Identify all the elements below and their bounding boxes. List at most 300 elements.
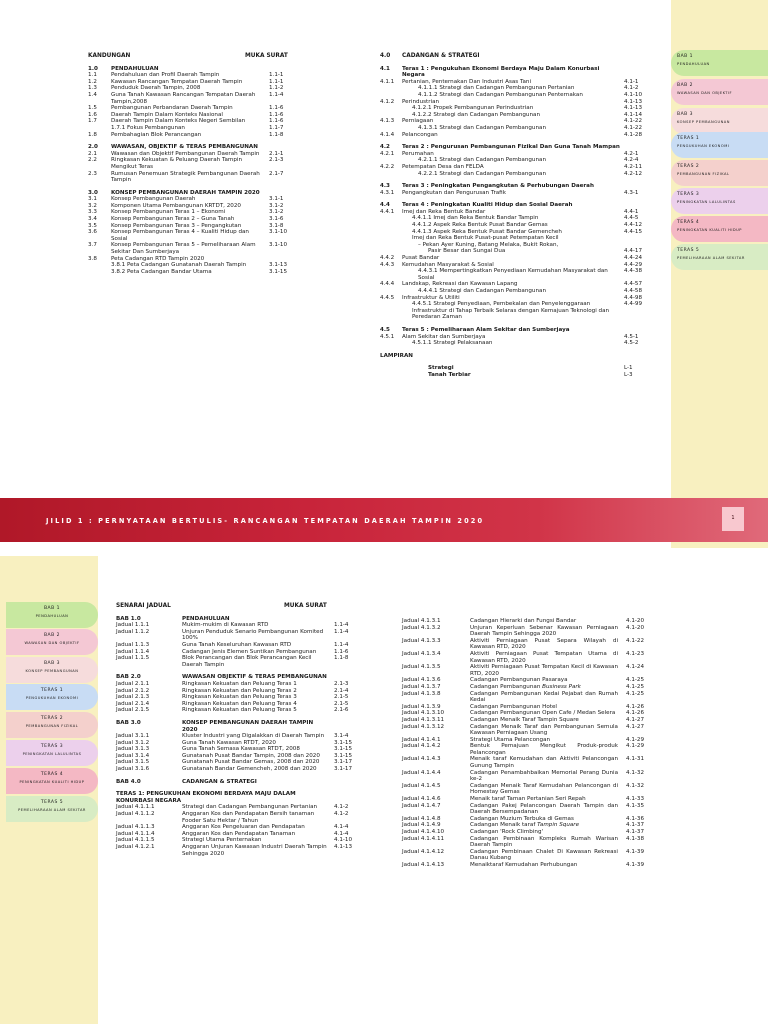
entry-page: 1.1-6 <box>269 111 284 118</box>
entry-page: 3.1-15 <box>269 268 288 275</box>
section-heading-row[interactable] <box>380 372 650 379</box>
toc-entry-row[interactable] <box>116 688 360 695</box>
entry-number: Jadual 4.1.3.8 <box>402 690 441 697</box>
entry-page: 4.4-24 <box>624 255 643 262</box>
entry-page: 3.1-15 <box>334 752 353 759</box>
entry-title: 3.8.1 Peta Cadangan Gunatanah Daerah Tampin <box>111 262 247 269</box>
entry-page: 4.1-32 <box>626 769 645 776</box>
entry-number: 2.3 <box>88 170 97 177</box>
tab-label: BAB 1 <box>43 606 61 611</box>
entry-title: 4.4.3.1 Mempertingkatkan Penyediaan Kemudahan Masyarakat dan Sosial <box>418 268 608 281</box>
toc-entry-row[interactable] <box>380 215 650 222</box>
entry-number: Jadual 2.1.5 <box>116 707 150 714</box>
toc-entry-row[interactable] <box>88 216 293 223</box>
entry-number: Jadual 1.1.4 <box>116 648 150 655</box>
toc-entry-row[interactable] <box>380 132 650 139</box>
toc-entry-row[interactable] <box>88 85 293 92</box>
toc-entry-row[interactable] <box>88 242 293 255</box>
toc-entry-row[interactable] <box>402 770 652 783</box>
entry-page: 4.1-28 <box>624 131 643 138</box>
entry-title: KONSEP PEMBANGUNAN DAERAH TAMPIN 2020 <box>111 189 260 196</box>
entry-number: 2.0 <box>88 144 98 151</box>
toc-entry-row[interactable] <box>402 651 652 664</box>
toc-entry-row[interactable] <box>402 677 652 684</box>
tab-sublabel: WAWASAN DAN OBJEKTIF <box>677 91 733 95</box>
section-heading-row[interactable] <box>88 66 293 73</box>
entry-number: Jadual 4.1.4.6 <box>402 796 441 803</box>
toc-entry-row[interactable] <box>88 151 293 158</box>
chapter-tab[interactable] <box>6 657 98 683</box>
toc-entry-row[interactable] <box>380 295 650 302</box>
entry-number: Jadual 4.1.1.4 <box>116 830 155 837</box>
entry-title: Konsep Pembangunan Teras 1 – Ekonomi <box>111 209 226 216</box>
toc-entry-row[interactable] <box>88 262 293 269</box>
toc-entry-row[interactable] <box>402 816 652 823</box>
entry-number: 3.5 <box>88 222 97 229</box>
entry-page: 3.1-2 <box>269 209 284 216</box>
entry-page: L-3 <box>624 371 633 378</box>
entry-title: Ringkasan Kekuatan dan Peluang Teras 4 <box>182 700 297 707</box>
entry-number: 3.8 <box>88 255 97 262</box>
entry-page: 4.1-24 <box>626 664 645 671</box>
section-heading-row[interactable] <box>380 183 650 190</box>
entry-title: Guna Tanah Keseluruhan Kawasan RTD <box>182 641 292 648</box>
entry-title: Guna Tanah Kawasan RTDT, 2020 <box>182 739 276 746</box>
entry-page: 4.1-27 <box>626 723 645 730</box>
toc-entry-row[interactable] <box>116 655 360 668</box>
toc-entry-row[interactable] <box>380 118 650 125</box>
toc-entry-row[interactable] <box>402 836 652 849</box>
entry-title: 4.1.3.1 Strategi dan Cadangan Pembangunan <box>418 124 547 131</box>
toc-entry-row[interactable] <box>116 701 360 708</box>
toc-entry-row[interactable] <box>380 171 650 178</box>
toc-entry-row[interactable] <box>116 740 360 747</box>
entry-page: L-1 <box>624 365 633 372</box>
entry-page: 4.4-1 <box>624 208 639 215</box>
toc-entry-row[interactable] <box>116 642 360 649</box>
toc-entry-row[interactable] <box>380 242 650 249</box>
entry-title: WAWASAN, OBJEKTIF & TERAS PEMBANGUNAN <box>111 144 258 151</box>
toc-entry-row[interactable] <box>380 222 650 229</box>
entry-page: 2.1-3 <box>334 680 349 687</box>
entry-number: Jadual 3.1.3 <box>116 746 150 753</box>
entry-title: Perindustrian <box>402 98 440 105</box>
entry-page: 3.1-17 <box>334 759 353 766</box>
entry-number: Jadual 4.1.3.9 <box>402 703 441 710</box>
entry-title: – Pekan Ayer Kuning, Batang Melaka, Bukit Rokan, <box>418 241 559 248</box>
toc-entry-row[interactable] <box>402 796 652 803</box>
tab-label: TERAS 3 <box>40 744 64 749</box>
toc-entry-row[interactable] <box>380 85 650 92</box>
toc-entry-row[interactable] <box>402 756 652 769</box>
page-number: 1 <box>731 515 735 521</box>
toc-entry-row[interactable] <box>116 649 360 656</box>
entry-page: 3.1-10 <box>269 229 288 236</box>
entry-number: 3.2 <box>88 202 97 209</box>
chapter-tab[interactable] <box>6 740 98 766</box>
entry-number: Jadual 3.1.1 <box>116 733 150 740</box>
toc-entry-row[interactable] <box>380 151 650 158</box>
entry-number: Jadual 4.1.3.6 <box>402 677 441 684</box>
entry-page: 4.1-29 <box>626 736 645 743</box>
toc-entry-row[interactable] <box>402 783 652 796</box>
section-heading-row[interactable] <box>116 720 360 733</box>
entry-title: Cadangan Muzium Terbuka di Gemas <box>470 815 574 822</box>
section-title: CADANGAN & STRATEGI <box>402 53 480 59</box>
toc-entry-row[interactable] <box>380 92 650 99</box>
toc-entry-row[interactable] <box>88 72 293 79</box>
toc-entry-row[interactable] <box>88 209 293 216</box>
toc-entry-row[interactable] <box>402 743 652 756</box>
toc-entry-row[interactable] <box>380 255 650 262</box>
entry-page: 2.1-7 <box>269 170 284 177</box>
entry-page: 3.1-10 <box>269 242 288 249</box>
entry-title: Unjuran Penduduk Senario Pembangunan Komited 100% <box>182 628 324 642</box>
entry-title: Blok Perancangan dan Blok Perancangan Kecil Daerah Tampin <box>182 655 312 668</box>
chapter-tab[interactable] <box>671 216 768 242</box>
entry-number: 3.7 <box>88 242 97 249</box>
toc-entry-row[interactable] <box>380 235 650 242</box>
entry-page: 4.1-14 <box>624 111 643 118</box>
entry-title: Cadangan Pembangunan Pasaraya <box>470 677 568 684</box>
toc-entry-row[interactable] <box>380 281 650 288</box>
toc-entry-row[interactable] <box>88 223 293 230</box>
toc-entry-row[interactable] <box>380 112 650 119</box>
entry-page: 4.4-57 <box>624 281 643 288</box>
toc-entry-row[interactable] <box>88 256 293 263</box>
entry-title: Ringkasan Kekuatan & Peluang Daerah Tampin Mengikut Teras <box>111 157 242 170</box>
toc-entry-row[interactable] <box>380 334 650 341</box>
toc-title: KANDUNGAN <box>88 53 131 59</box>
toc-header <box>88 53 293 60</box>
toc-entry-row[interactable] <box>116 622 360 629</box>
toc-entry-row[interactable] <box>88 157 293 170</box>
entry-title: Konsep Pembangunan Daerah <box>111 196 196 203</box>
toc-entry-row[interactable] <box>88 132 293 139</box>
entry-title: Ringkasan Kekuatan dan Peluang Teras 2 <box>182 687 297 694</box>
entry-page: 3.1-8 <box>269 222 284 229</box>
toc-entry-row[interactable] <box>402 862 652 869</box>
entry-page: 4.1-1 <box>624 78 639 85</box>
entry-title: Strategi dan Cadangan Pembangunan Pertanian <box>182 804 318 811</box>
toc-entry-row[interactable] <box>380 340 650 347</box>
entry-page: 4.1-33 <box>626 796 645 803</box>
entry-title: Pengangkutan dan Pengurusan Trafik <box>402 189 506 196</box>
entry-page: 1.1-4 <box>334 622 349 629</box>
entry-number: Jadual 4.1.4.12 <box>402 848 445 855</box>
toc-entry-row[interactable] <box>402 684 652 691</box>
toc-entry-row[interactable] <box>116 707 360 714</box>
entry-number: 4.5.1 <box>380 333 395 340</box>
section-heading-row[interactable] <box>116 791 360 804</box>
chapter-tab[interactable] <box>6 796 98 822</box>
toc-entry-row[interactable] <box>402 737 652 744</box>
toc-entry-row[interactable] <box>116 831 360 838</box>
entry-title: 4.4.5.1 Strategi Penyediaan, Pembekalan dan Penyelenggaraan Infrastruktur di Tahap Terbaik Selaras dengan Kemajuan Teknologi dan Peredaran Zaman <box>412 301 610 321</box>
entry-title: Guna Tanah Semasa Kawasan RTDT, 2008 <box>182 746 300 753</box>
entry-title: Strategi Utama Penternakan <box>182 837 262 844</box>
entry-title: Rumusan Penemuan Strategik Pembangunan Daerah Tampin <box>111 170 260 184</box>
toc-entry-row[interactable] <box>402 829 652 836</box>
entry-number: 4.4.2 <box>380 255 395 262</box>
table-list-header <box>116 603 360 610</box>
toc-entry-row[interactable] <box>380 301 650 321</box>
tab-label: BAB 2 <box>677 83 694 88</box>
chapter-tab[interactable] <box>6 602 98 628</box>
entry-title: Pembahagian Blok Perancangan <box>111 131 202 138</box>
chapter-tab[interactable] <box>6 712 98 738</box>
entry-page: 4.4-29 <box>624 261 643 268</box>
entry-title: Cadangan 'Rock Climbing' <box>470 829 544 835</box>
section-heading-row[interactable] <box>380 327 650 334</box>
entry-page: 3.1-17 <box>334 766 353 773</box>
toc-entry-row[interactable] <box>380 125 650 132</box>
entry-number: Jadual 4.1.1.5 <box>116 837 155 844</box>
chapter-tab[interactable] <box>671 108 768 134</box>
entry-number: Jadual 4.1.4.5 <box>402 782 441 789</box>
toc-entry-row[interactable] <box>402 638 652 651</box>
entry-page: 4.4-12 <box>624 222 643 229</box>
entry-title: Teras 4 : Peningkatan Kualiti Hidup dan Sosial Daerah <box>402 202 573 209</box>
entry-title: 4.4.4.1 Strategi dan Cadangan Pembangunan <box>418 288 547 294</box>
toc-entry-row[interactable] <box>380 157 650 164</box>
entry-number: 4.4.1 <box>380 208 395 215</box>
section-heading-row[interactable] <box>116 616 360 623</box>
chapter-tab[interactable] <box>6 684 98 710</box>
entry-page: 4.1-37 <box>626 822 645 829</box>
entry-title: Imej dan Reka Bentuk Bandar <box>402 208 486 215</box>
tab-label: TERAS 2 <box>40 716 64 721</box>
entry-number: 3.4 <box>88 216 97 223</box>
toc-entry-row[interactable] <box>380 209 650 216</box>
toc-entry-row[interactable] <box>380 79 650 86</box>
toc-entry-row[interactable] <box>402 710 652 717</box>
toc-entry-row[interactable] <box>402 664 652 677</box>
toc-entry-row[interactable] <box>116 733 360 740</box>
toc-entry-row[interactable] <box>116 681 360 688</box>
entry-number: 4.2.2 <box>380 163 395 170</box>
entry-number: Jadual 4.1.3.5 <box>402 664 441 671</box>
toc-entry-row[interactable] <box>380 268 650 281</box>
toc-entry-row[interactable] <box>88 196 293 203</box>
toc-entry-row[interactable] <box>116 694 360 701</box>
toc-entry-row[interactable] <box>88 105 293 112</box>
section-heading-row[interactable] <box>380 365 650 372</box>
entry-title: 3.8.2 Peta Cadangan Bandar Utama <box>111 268 212 275</box>
toc-entry-row[interactable] <box>402 625 652 638</box>
toc-entry-row[interactable] <box>88 203 293 210</box>
entry-number: 3.1 <box>88 196 97 203</box>
entry-title: Kawasan Rancangan Tempatan Daerah Tampin <box>111 78 243 85</box>
entry-number: 3.0 <box>88 189 98 196</box>
chapter-tab[interactable] <box>6 768 98 794</box>
chapter-tab[interactable] <box>671 188 768 214</box>
toc-entry-row[interactable] <box>402 849 652 862</box>
section-heading-row[interactable] <box>116 674 360 681</box>
tab-sublabel: PENINGKATAN LALULINTAS <box>677 200 736 204</box>
entry-page: 3.1-15 <box>334 739 353 746</box>
toc-entry-row[interactable] <box>88 125 293 132</box>
entry-number: Jadual 4.1.3.1 <box>402 618 441 624</box>
toc-entry-row[interactable] <box>88 112 293 119</box>
toc-entry-row[interactable] <box>380 105 650 112</box>
entry-title: Cadangan Pembinaan Chalet Di Kawasan Rekreasi Danau Kubang <box>470 848 618 862</box>
entry-page: 4.1-10 <box>624 91 643 98</box>
entry-page: 4.2-4 <box>624 157 639 164</box>
section-heading-row[interactable] <box>380 66 650 79</box>
toc-entry-row[interactable] <box>116 811 360 824</box>
toc-entry-row[interactable] <box>402 822 652 829</box>
entry-page: 3.1-13 <box>269 262 288 269</box>
entry-number: Jadual 4.1.4.8 <box>402 815 441 822</box>
toc-entry-row[interactable] <box>380 99 650 106</box>
entry-title: PENDAHULUAN <box>182 615 230 622</box>
tab-sublabel: PEMELIHARAAN ALAM SEKITAR <box>18 808 86 812</box>
entry-page: 4.1-39 <box>626 861 645 868</box>
entry-title: Perumahan <box>402 150 434 157</box>
chapter-tab[interactable] <box>671 79 768 105</box>
toc-entry-row[interactable] <box>380 288 650 295</box>
entry-number: Jadual 4.1.4.1 <box>402 736 441 743</box>
entry-number: 1.3 <box>88 85 97 92</box>
entry-page: 4.1-13 <box>334 844 353 850</box>
entry-page: 1.1-1 <box>269 78 284 85</box>
toc-entry-row[interactable] <box>88 269 293 276</box>
entry-title: Strategi <box>428 365 454 372</box>
toc-entry-row[interactable] <box>88 92 293 105</box>
toc-entry-row[interactable] <box>380 262 650 269</box>
entry-title: Cadangan Pembangunan Open Cafe / Medan Selera <box>470 710 616 717</box>
toc-entry-row[interactable] <box>116 759 360 766</box>
entry-title: Petempatan Desa dan FELDA <box>402 163 484 170</box>
entry-number: Jadual 3.1.4 <box>116 752 150 759</box>
entry-title: Komponen Utama Pembangunan KRTDT, 2020 <box>111 202 241 209</box>
toc-entry-row[interactable] <box>380 190 650 197</box>
entry-page: 4.1-2 <box>624 85 639 92</box>
entry-page: 4.1-29 <box>626 743 645 750</box>
toc-entry-row[interactable] <box>88 171 293 184</box>
entry-page: 4.1-13 <box>624 98 643 105</box>
entry-page: 3.1-15 <box>334 746 353 753</box>
entry-page: 4.2-11 <box>624 163 643 170</box>
entry-number: Jadual 1.1.5 <box>116 655 150 662</box>
chapter-tab[interactable] <box>671 50 768 76</box>
entry-number: 4.2 <box>380 144 390 151</box>
toc-entry-row[interactable] <box>116 766 360 773</box>
entry-number: 4.4 <box>380 202 390 209</box>
toc-entry-row[interactable] <box>116 837 360 844</box>
chapter-tab[interactable] <box>671 244 768 270</box>
toc-entry-row[interactable] <box>380 248 650 255</box>
toc-entry-row[interactable] <box>116 844 360 857</box>
tab-sublabel: PENGUKUHAN EKONOMI <box>25 696 79 700</box>
entry-title: Ringkasan Kekuatan dan Peluang Teras 1 <box>182 680 297 687</box>
tab-sublabel: PEMBANGUNAN FIZIKAL <box>677 172 730 176</box>
toc-entry-row[interactable] <box>402 618 652 625</box>
entry-title: Anggaran Unjuran Kawasan Industri Daerah Tampin Sehingga 2020 <box>182 844 327 857</box>
toc-entry-row[interactable] <box>380 229 650 236</box>
toc-entry-row[interactable] <box>402 717 652 724</box>
entry-title: Cadangan Pembangunan Kedai Pejabat dan Rumah Kedai <box>470 690 618 704</box>
entry-number: 4.1.3 <box>380 118 395 125</box>
toc-entry-row[interactable] <box>116 804 360 811</box>
tab-label: TERAS 1 <box>677 136 700 141</box>
toc-entry-row[interactable] <box>88 79 293 86</box>
chapter-tab[interactable] <box>671 132 768 158</box>
entry-number: Jadual 4.1.1.3 <box>116 824 155 831</box>
section-heading-row[interactable] <box>380 202 650 209</box>
entry-page: 4.1-10 <box>334 837 353 844</box>
entry-page: 2.1-4 <box>334 687 349 694</box>
toc-entry-row[interactable] <box>116 824 360 831</box>
section-header <box>380 53 650 60</box>
entry-page: 4.1-4 <box>334 824 349 831</box>
entry-title: Cadangan Menaik Taraf Tampin Square <box>470 716 579 723</box>
entry-number: BAB 2.0 <box>116 674 141 681</box>
entry-page: 4.4-5 <box>624 215 639 222</box>
entry-number: 1.8 <box>88 131 97 138</box>
entry-number: Jadual 4.1.3.2 <box>402 624 441 631</box>
section-heading-row[interactable] <box>88 144 293 151</box>
toc-entry-row[interactable] <box>402 691 652 704</box>
chapter-tab[interactable] <box>671 160 768 186</box>
chapter-tab[interactable] <box>6 629 98 655</box>
toc-entry-row[interactable] <box>116 753 360 760</box>
entry-title: KONSEP PEMBANGUNAN DAERAH TAMPIN 2020 <box>182 719 314 733</box>
entry-title: Gunatanah Pusat Bandar Gemas, 2008 dan 2020 <box>182 759 320 766</box>
page-column-header: MUKA SURAT <box>245 53 288 59</box>
section-heading-row[interactable] <box>380 353 650 360</box>
toc-right-column <box>380 53 650 379</box>
entry-page: 4.4-15 <box>624 228 643 235</box>
toc-entry-row[interactable] <box>402 724 652 737</box>
tab-label: BAB 3 <box>43 661 61 666</box>
entry-page: 4.1-13 <box>624 105 643 112</box>
entry-page: 4.1-25 <box>626 677 645 684</box>
toc-entry-row[interactable] <box>116 746 360 753</box>
section-heading-row[interactable] <box>380 144 650 151</box>
entry-number: 4.3 <box>380 183 390 190</box>
tab-sublabel: KONSEP PEMBANGUNAN <box>25 669 79 673</box>
entry-title: Daerah Tampin Dalam Konteks Nasional <box>111 111 223 118</box>
entry-page: 4.1-26 <box>626 703 645 710</box>
toc-entry-row[interactable] <box>116 629 360 642</box>
section-heading-row[interactable] <box>88 190 293 197</box>
footer-banner-text: JILID 1 : PERNYATAAN BERTULIS- RANCANGAN TEMPATAN DAERAH TAMPIN 2020 <box>46 517 485 525</box>
entry-title: Menaiktaraf Kemudahan Perhubungan <box>470 861 578 868</box>
entry-title: Konsep Pembangunan Teras 4 – Kualiti Hidup dan Sosial <box>111 229 249 242</box>
entry-number: Jadual 1.1.3 <box>116 641 150 648</box>
entry-title: LAMPIRAN <box>380 352 413 359</box>
entry-number: 4.4.3 <box>380 261 395 268</box>
entry-page: 4.1-2 <box>334 804 349 811</box>
entry-number: 3.6 <box>88 229 97 236</box>
toc-entry-row[interactable] <box>402 704 652 711</box>
entry-page: 4.4-98 <box>624 294 643 301</box>
toc-entry-row[interactable] <box>380 164 650 171</box>
toc-entry-row[interactable] <box>88 118 293 125</box>
toc-entry-row[interactable] <box>88 229 293 242</box>
toc-entry-row[interactable] <box>402 803 652 816</box>
entry-title: Pusat Bandar <box>402 255 440 262</box>
tab-label: TERAS 2 <box>677 164 700 169</box>
entry-page: 4.4-17 <box>624 248 643 255</box>
entry-page: 4.1-22 <box>626 637 645 644</box>
section-heading-row[interactable] <box>116 779 360 786</box>
entry-page: 4.1-27 <box>626 716 645 723</box>
entry-title: Ringkasan Kekuatan dan Peluang Teras 3 <box>182 694 297 701</box>
entry-title: PENDAHULUAN <box>111 65 159 72</box>
